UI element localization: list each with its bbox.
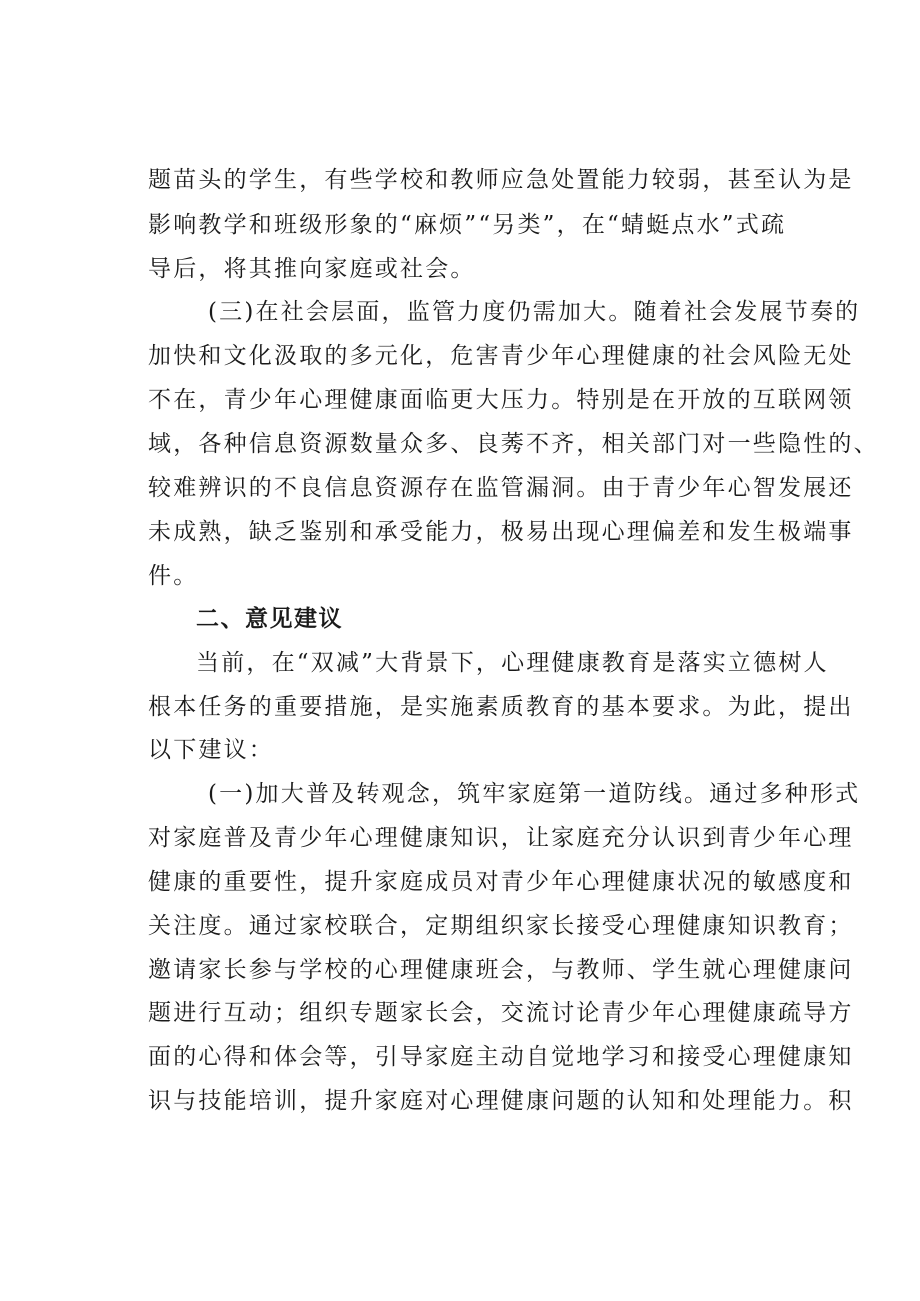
paragraph-line: 关注度。通过家校联合，定期组织家长接受心理健康知识教育； xyxy=(148,913,854,939)
paragraph-line: (一)加大普及转观念，筑牢家庭第一道防线。通过多种形式 xyxy=(208,781,861,807)
paragraph-line: 较难辨识的不良信息资源存在监管漏洞。由于青少年心智发展还 xyxy=(148,475,854,501)
paragraph-line: 根本任务的重要措施，是实施素质教育的基本要求。为此，提出 xyxy=(148,694,854,720)
paragraph-line: 加快和文化汲取的多元化，危害青少年心理健康的社会风险无处 xyxy=(148,343,854,369)
paragraph-line: 件。 xyxy=(148,563,199,589)
paragraph-line: 识与技能培训，提升家庭对心理健康问题的认知和处理能力。积 xyxy=(148,1088,854,1114)
paragraph-line: (三)在社会层面，监管力度仍需加大。随着社会发展节奏的 xyxy=(208,299,861,325)
paragraph-line: 面的心得和体会等，引导家庭主动自觉地学习和接受心理健康知 xyxy=(148,1044,854,1070)
paragraph-line: 未成熟，缺乏鉴别和承受能力，极易出现心理偏差和发生极端事 xyxy=(148,519,854,545)
paragraph-line: 域，各种信息资源数量众多、良莠不齐，相关部门对一些隐性的、 xyxy=(148,431,879,457)
paragraph-line: 以下建议： xyxy=(148,737,274,763)
paragraph-line: 邀请家长参与学校的心理健康班会，与教师、学生就心理健康问 xyxy=(148,957,854,983)
paragraph-line: 对家庭普及青少年心理健康知识，让家庭充分认识到青少年心理 xyxy=(148,825,854,851)
paragraph-line: 导后，将其推向家庭或社会。 xyxy=(148,256,476,282)
section-heading: 二、意见建议 xyxy=(196,606,343,632)
paragraph-line: 题进行互动；组织专题家长会，交流讨论青少年心理健康疏导方 xyxy=(148,1000,854,1026)
paragraph-line: 健康的重要性，提升家庭成员对青少年心理健康状况的敏感度和 xyxy=(148,869,854,895)
paragraph-line: 影响教学和班级形象的“麻烦”“另类”，在“蜻蜓点水”式疏 xyxy=(148,212,787,238)
paragraph-line: 不在，青少年心理健康面临更大压力。特别是在开放的互联网领 xyxy=(148,387,854,413)
paragraph-line: 题苗头的学生，有些学校和教师应急处置能力较弱，甚至认为是 xyxy=(148,167,854,193)
paragraph-line: 当前，在“双减”大背景下，心理健康教育是落实立德树人 xyxy=(196,650,829,676)
